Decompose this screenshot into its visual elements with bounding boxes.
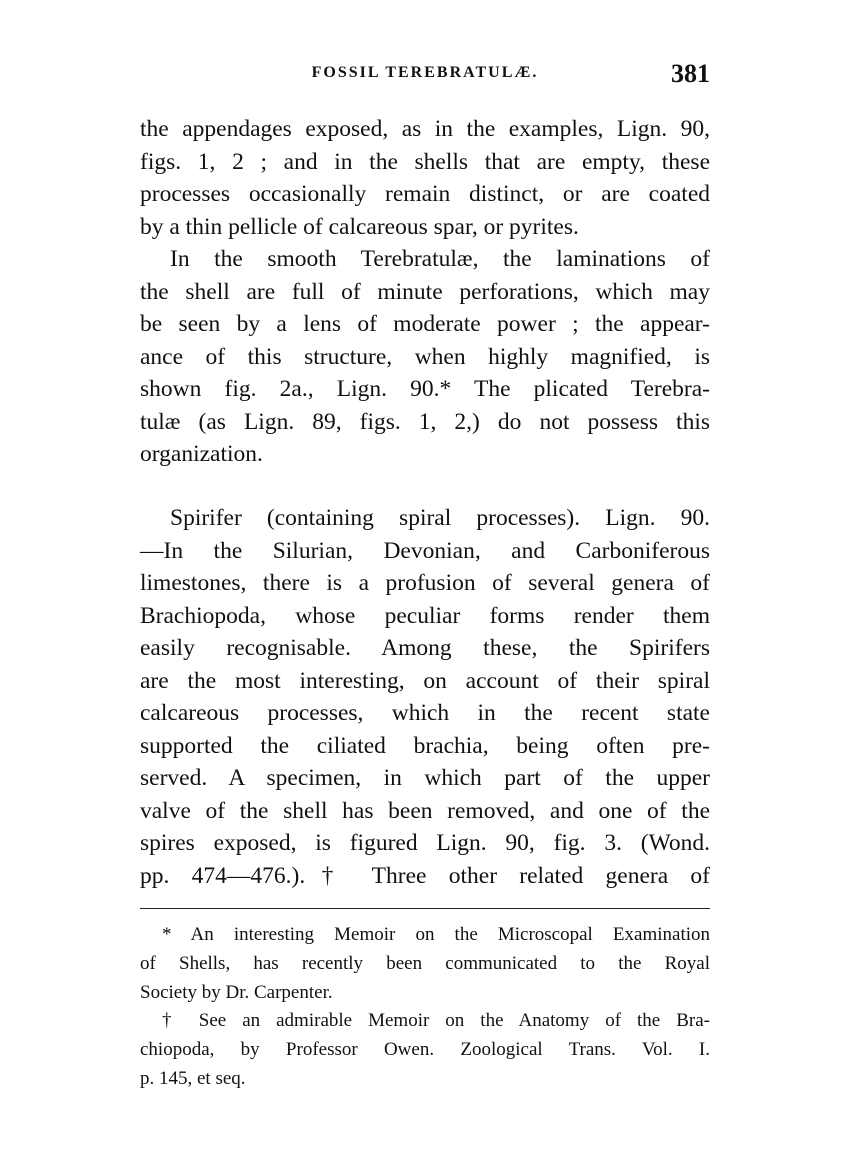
text-line: spires exposed, is figured Lign. 90, fig. 3. (Wond.: [140, 830, 710, 856]
text-line: easily recognisable. Among these, the Spirifers: [140, 635, 710, 661]
text-line: the appendages exposed, as in the examples, Lign. 90,: [140, 116, 710, 142]
text-line: by a thin pellicle of calcareous spar, or pyrites.: [140, 213, 579, 240]
running-head-title: FOSSIL TEREBRATULÆ.: [311, 64, 539, 81]
footnote-line: p. 145, et seq.: [140, 1068, 246, 1089]
text-line: are the most interesting, on account of their spiral: [140, 667, 710, 694]
text-line: supported the ciliated brachia, being often pre-: [140, 732, 710, 759]
footnote-carpenter: [140, 920, 710, 1007]
text-line: pp. 474—476.).† Three other related genera of: [140, 862, 710, 889]
footnote-line: † See an admirable Memoir on the Anatomy of the Bra-: [162, 1010, 710, 1031]
text-line: ance of this structure, when highly magnified, is: [140, 343, 710, 370]
text-line: —In the Silurian, Devonian, and Carboniferous: [140, 537, 710, 564]
running-head: [140, 59, 710, 92]
footnote-line: of Shells, has recently been communicated to the Royal: [140, 953, 710, 974]
text-line: valve of the shell has been removed, and one of the: [140, 797, 710, 824]
footnote-line: chiopoda, by Professor Owen. Zoological Trans. Vol. I.: [140, 1039, 710, 1060]
paragraph-spirifer: [140, 502, 710, 892]
paragraph-appendages: [140, 113, 710, 243]
text-line: calcareous processes, which in the recent state: [140, 700, 710, 726]
text-line: Brachiopoda, whose peculiar forms render them: [140, 602, 710, 629]
paragraph-smooth-terebratulae: [140, 243, 710, 471]
text-line: the shell are full of minute perforations, which may: [140, 278, 710, 305]
footnote-line: Society by Dr. Carpenter.: [140, 982, 333, 1003]
footnote-line: * An interesting Memoir on the Microscopal Examination: [162, 924, 710, 945]
text-line: organization.: [140, 441, 263, 467]
text-line: shown fig. 2a., Lign. 90.* The plicated Terebra-: [140, 376, 710, 402]
text-line: be seen by a lens of moderate power ; the appear-: [140, 311, 710, 337]
page-number: 381: [671, 59, 710, 88]
text-line: figs. 1, 2 ; and in the shells that are empty, these: [140, 148, 710, 175]
text-line: limestones, there is a profusion of several genera of: [140, 570, 710, 596]
text-line: processes occasionally remain distinct, or are coated: [140, 181, 710, 207]
text-line: tulæ (as Lign. 89, figs. 1, 2,) do not possess this: [140, 408, 710, 435]
text-line: In the smooth Terebratulæ, the laminations of: [170, 246, 710, 272]
text-line: served. A specimen, in which part of the upper: [140, 765, 710, 791]
footnote-divider: [140, 908, 710, 909]
footnote-owen: [140, 1006, 710, 1093]
text-line: Spirifer (containing spiral processes). Lign. 90.: [170, 505, 710, 531]
